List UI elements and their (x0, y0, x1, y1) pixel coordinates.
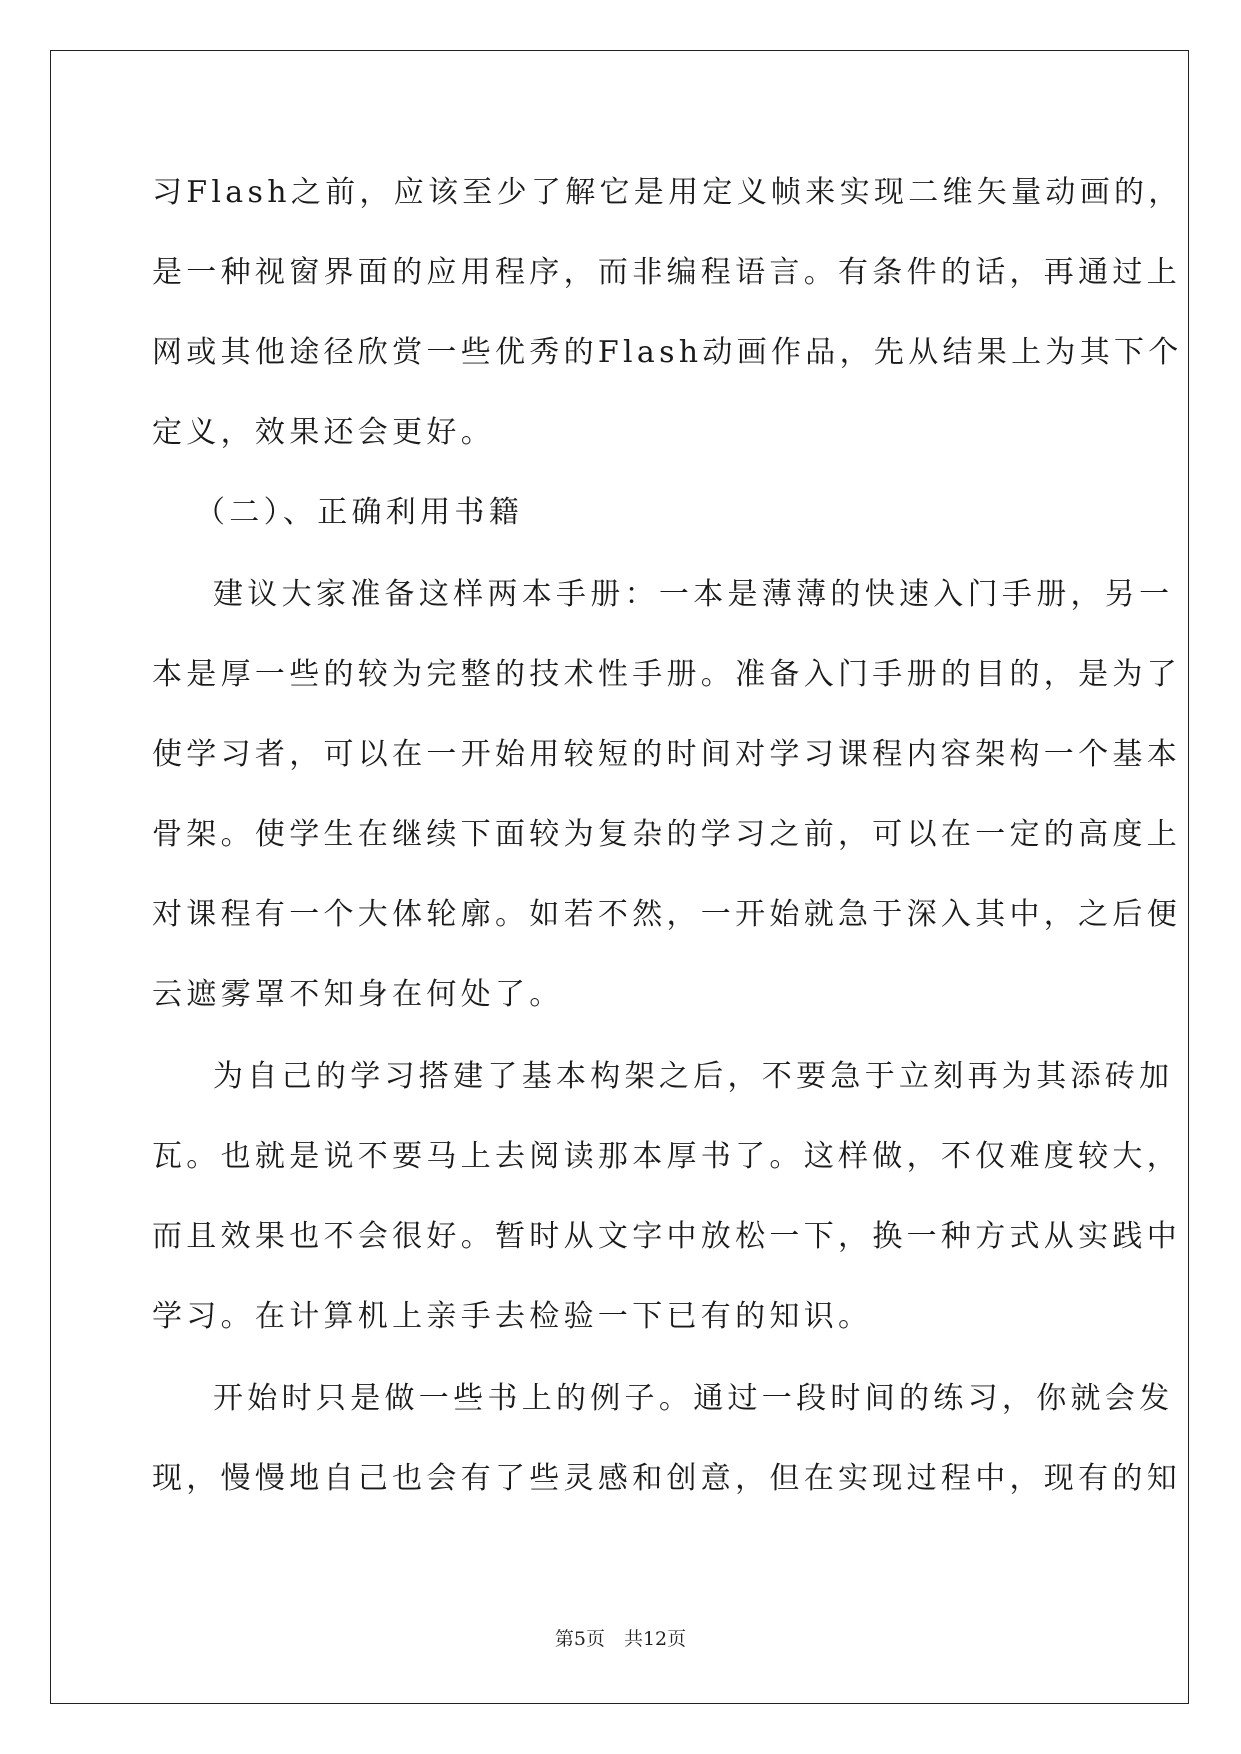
text-line: 习Flash之前，应该至少了解它是用定义帧来实现二维矢量动画的， (152, 175, 1183, 210)
text-line: 云遮雾罩不知身在何处了。 (152, 977, 564, 1012)
page-number-footer: 第5页 共12页 (554, 1628, 687, 1650)
text-line: 骨架。使学生在继续下面较为复杂的学习之前，可以在一定的高度上 (152, 817, 1181, 852)
text-line: 对课程有一个大体轮廓。如若不然，一开始就急于深入其中，之后便 (152, 897, 1181, 932)
text-line: 瓦。也就是说不要马上去阅读那本厚书了。这样做，不仅难度较大， (152, 1139, 1181, 1174)
text-line: 现，慢慢地自己也会有了些灵感和创意，但在实现过程中，现有的知 (152, 1461, 1181, 1496)
text-line: 是一种视窗界面的应用程序，而非编程语言。有条件的话，再通过上 (152, 255, 1181, 290)
section-heading: （二）、正确利用书籍 (195, 495, 523, 530)
text-line: 学习。在计算机上亲手去检验一下已有的知识。 (152, 1299, 873, 1334)
page-border (50, 50, 1189, 1704)
text-line: 网或其他途径欣赏一些优秀的Flash动画作品，先从结果上为其下个 (152, 335, 1183, 370)
text-line: 定义，效果还会更好。 (152, 415, 495, 450)
text-line: 本是厚一些的较为完整的技术性手册。准备入门手册的目的，是为了 (152, 657, 1181, 692)
text-line: 开始时只是做一些书上的例子。通过一段时间的练习，你就会发 (213, 1381, 1174, 1416)
text-line: 建议大家准备这样两本手册：一本是薄薄的快速入门手册，另一 (213, 577, 1174, 612)
text-line: 使学习者，可以在一开始用较短的时间对学习课程内容架构一个基本 (152, 737, 1181, 772)
text-line: 为自己的学习搭建了基本构架之后，不要急于立刻再为其添砖加 (213, 1059, 1174, 1094)
text-line: 而且效果也不会很好。暂时从文字中放松一下，换一种方式从实践中 (152, 1219, 1181, 1254)
